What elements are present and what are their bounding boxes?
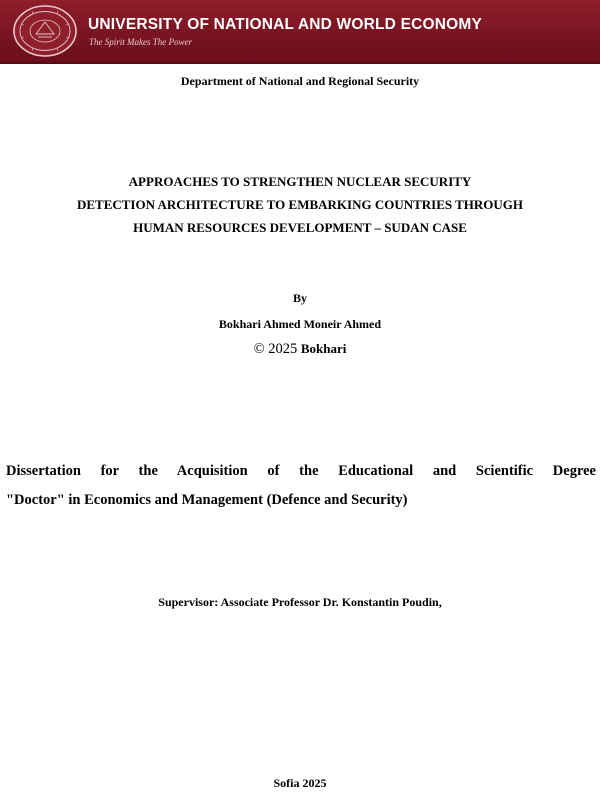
title-line: HUMAN RESOURCES DEVELOPMENT – SUDAN CASE: [133, 220, 467, 235]
copyright-notice: [0, 341, 600, 358]
university-seal-logo: [12, 4, 78, 58]
dissertation-title: [0, 170, 600, 239]
dissertation-description-line-1: [6, 463, 596, 480]
copyright-holder: Bokhari: [300, 341, 347, 356]
by-label: By: [292, 291, 307, 305]
dissertation-text: Dissertation for the Acquisition of the Educational and Scientific Degree: [6, 463, 596, 479]
copyright-prefix: © 2025: [253, 341, 298, 357]
dissertation-description-line-2: "Doctor" in Economics and Management (Defence and Security): [6, 492, 408, 508]
department-name: Department of National and Regional Security: [180, 74, 420, 88]
place-and-year: Sofia 2025: [273, 776, 327, 790]
author-name: Bokhari Ahmed Moneir Ahmed: [218, 317, 382, 331]
supervisor: Supervisor: Associate Professor Dr. Konstantin Poudin,: [158, 595, 442, 609]
university-motto: The Spirit Makes The Power: [89, 37, 192, 47]
title-line: APPROACHES TO STRENGTHEN NUCLEAR SECURITY: [128, 174, 472, 189]
university-name: UNIVERSITY OF NATIONAL AND WORLD ECONOMY: [88, 16, 483, 33]
title-line: DETECTION ARCHITECTURE TO EMBARKING COUNTRIES THROUGH: [76, 197, 524, 212]
university-header-banner: [0, 0, 600, 64]
